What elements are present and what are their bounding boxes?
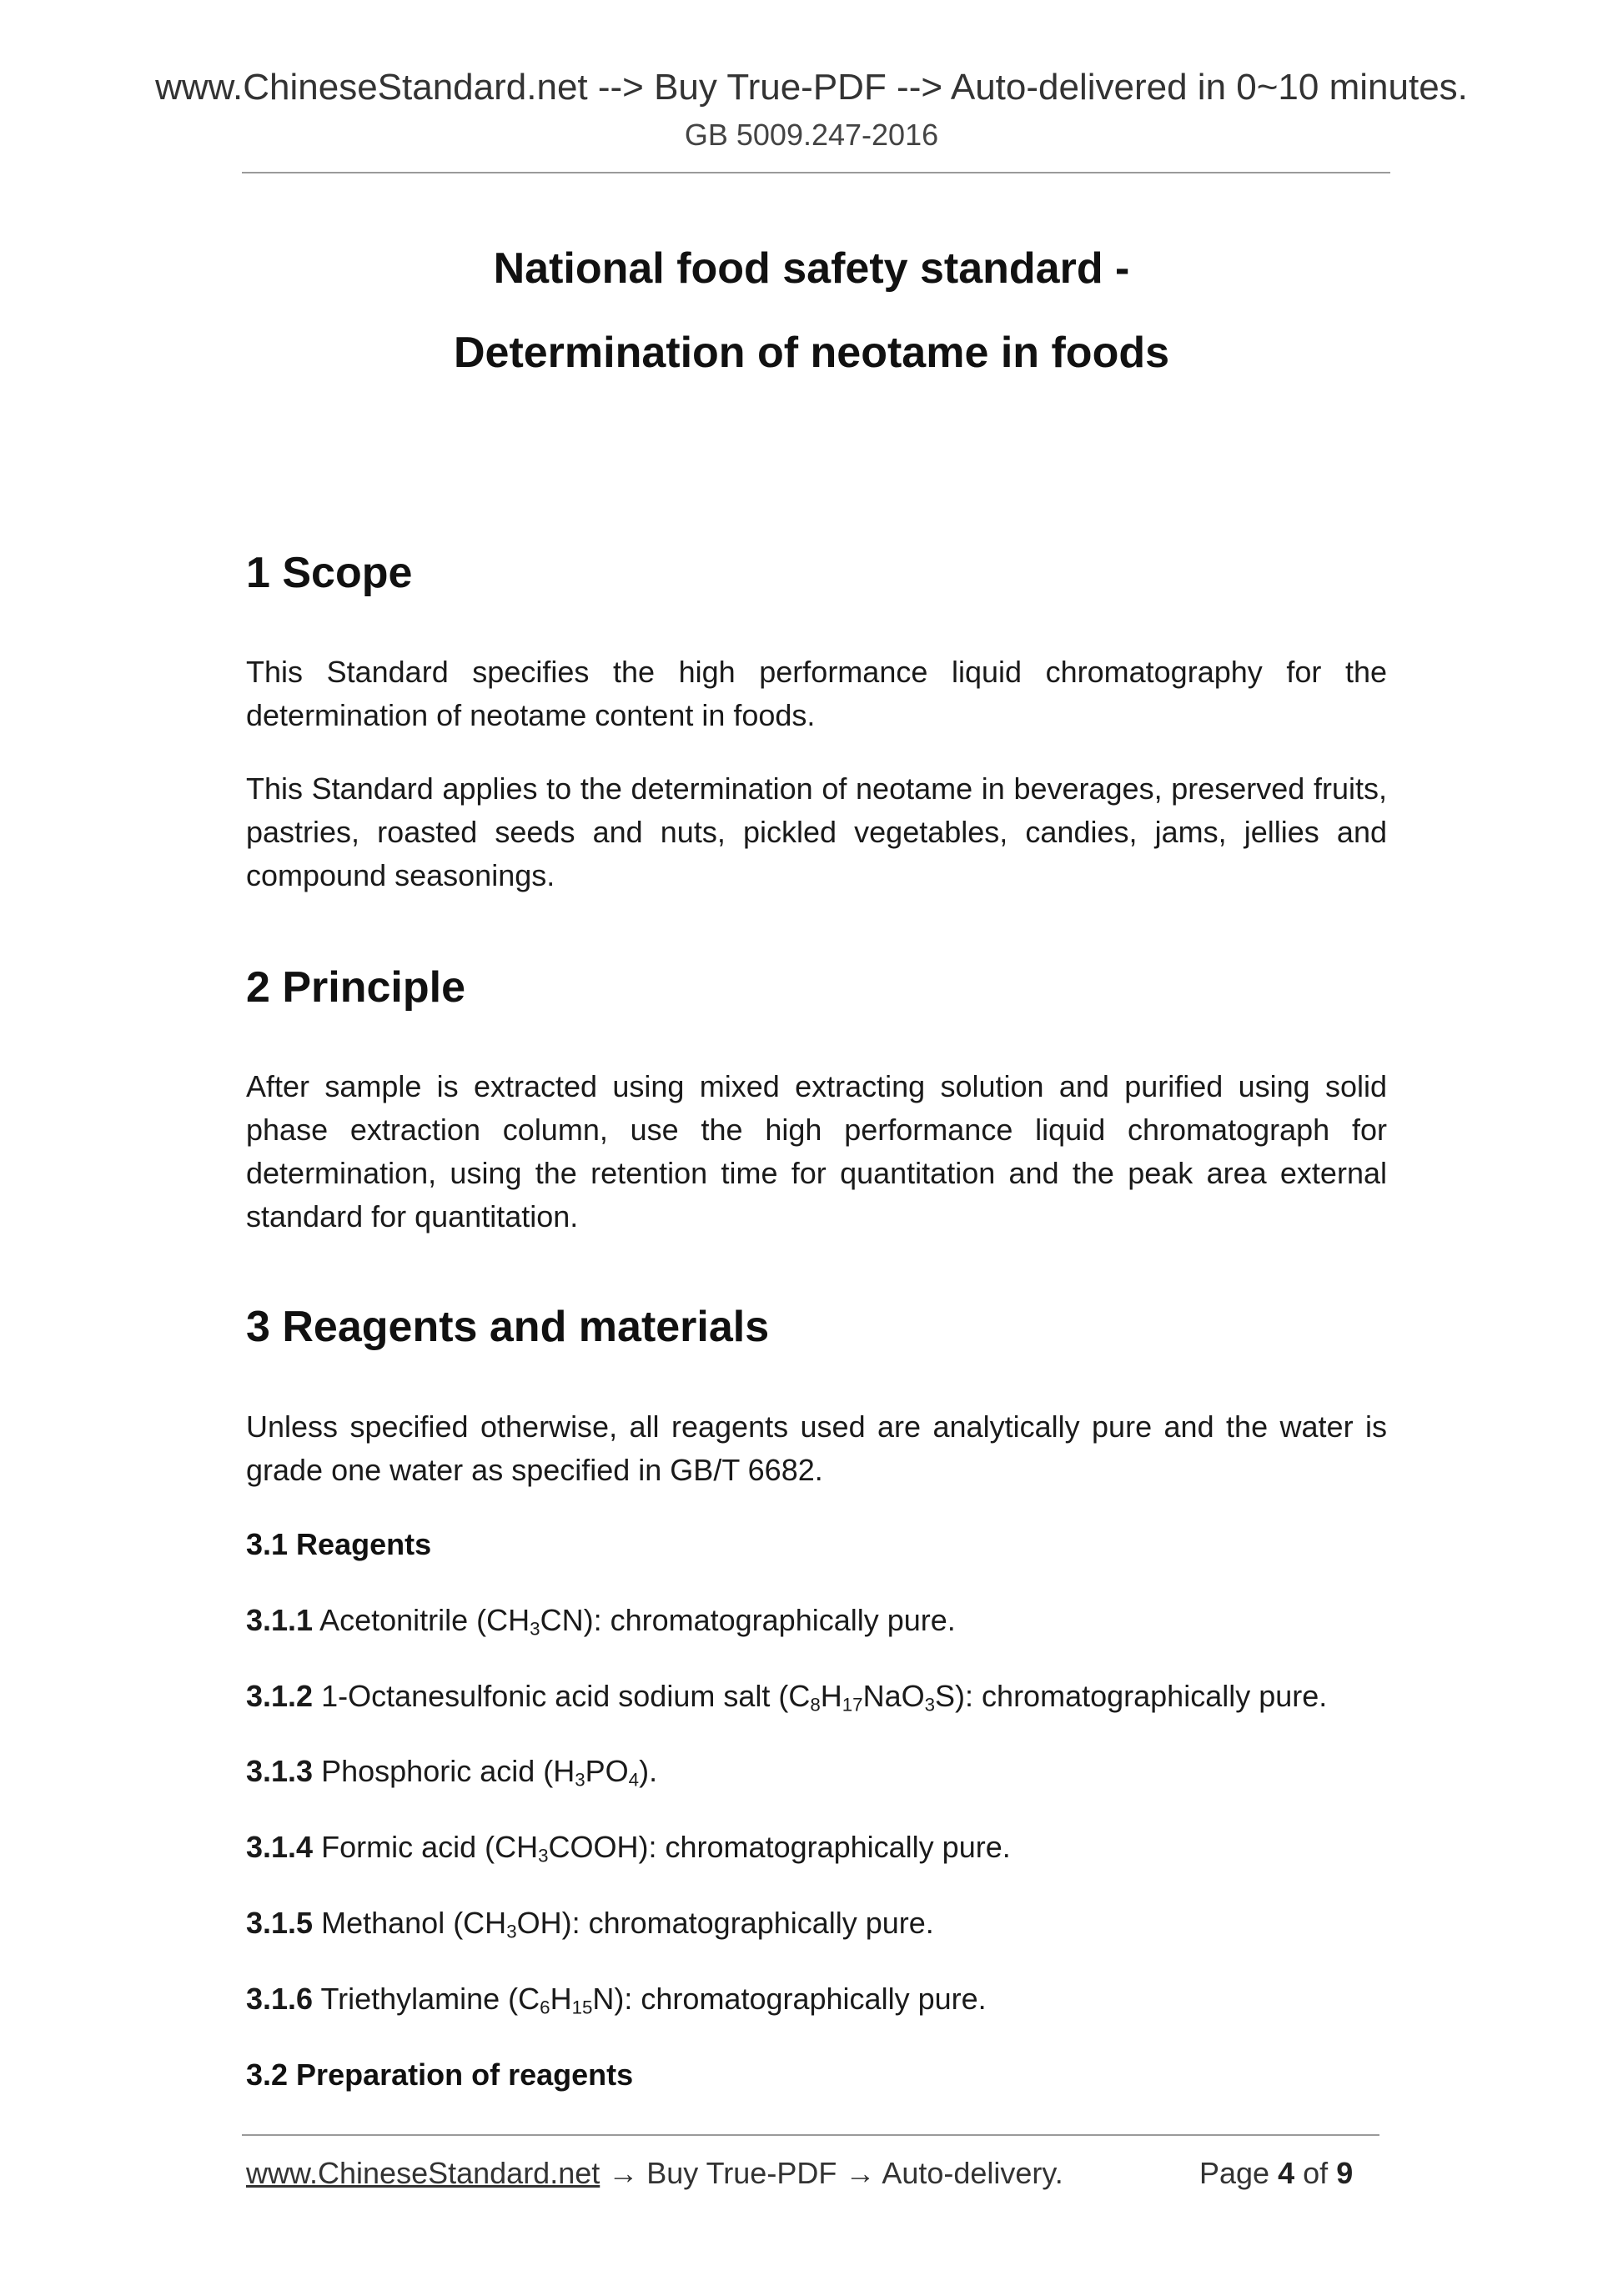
reagent-text: S): chromatographically pure. [935,1679,1328,1713]
document-title-line2: Determination of neotame in foods [453,329,1170,377]
subscript: 15 [571,1997,593,2018]
reagent-text: H [550,1982,572,2016]
subscript: 4 [628,1769,640,1791]
footer-promo [246,2152,1063,2195]
reagent-text: OH): chromatographically pure. [516,1906,934,1940]
reagent-item [246,1826,1011,1869]
subscript: 8 [810,1694,821,1716]
footer-promo-text: → Buy True-PDF → Auto-delivery. [600,2156,1063,2190]
reagent-text: Formic acid (CH [321,1830,539,1864]
principle-paragraph: After sample is extracted using mixed extracting solution and purified using solid phase extraction column, use the high performance liquid chromatograph for determination, using the retention time for quantitation and the peak area external standard for quantitation. [246,1069,1387,1233]
reagent-number: 3.1.3 [246,1754,314,1788]
reagent-item [246,1977,987,2021]
reagent-text: Methanol (CH [321,1906,507,1940]
document-title-line1: National food safety standard - [493,244,1130,293]
subscript: 3 [575,1769,585,1791]
reagent-text: PO [585,1754,629,1788]
section-heading-scope: 1 Scope [246,549,413,597]
reagent-item [246,1675,1327,1718]
section-heading-reagents: 3 Reagents and materials [246,1303,770,1351]
footer-divider [242,2134,1379,2136]
subscript: 3 [506,1921,517,1942]
reagent-text: ). [639,1754,658,1788]
subscript: 3 [530,1618,540,1640]
header-banner: www.ChineseStandard.net --> Buy True-PDF --> Auto-delivered in 0~10 minutes. [155,67,1468,108]
reagent-number: 3.1.6 [246,1982,314,2016]
subscript: 17 [842,1694,863,1716]
reagent-text: Triethylamine (C [320,1982,540,2016]
reagent-item [246,1902,934,1945]
page-total: 9 [1336,2156,1354,2190]
reagent-text: N): chromatographically pure. [592,1982,987,2016]
page-indicator [1199,2152,1353,2195]
reagent-number: 3.1.2 [246,1679,314,1713]
reagent-text: Phosphoric acid (H [321,1754,575,1788]
page-of-label: of [1303,2156,1329,2190]
page-number: 4 [1278,2156,1295,2190]
subsection-heading-reagents: 3.1 Reagents [246,1527,432,1561]
reagent-item [246,1750,657,1793]
subscript: 3 [538,1845,549,1866]
reagents-paragraph: Unless specified otherwise, all reagents used are analytically pure and the water is grade one water as specified in GB/T 6682. [246,1409,1387,1487]
reagent-text: CN): chromatographically pure. [540,1603,956,1637]
reagent-number: 3.1.4 [246,1830,314,1864]
reagent-text: Acetonitrile (CH [319,1603,530,1637]
reagent-number: 3.1.5 [246,1906,314,1940]
reagent-text: NaO [862,1679,925,1713]
page-label: Page [1199,2156,1270,2190]
reagent-text: COOH): chromatographically pure. [548,1830,1011,1864]
reagent-text: H [820,1679,842,1713]
reagent-text: 1-Octanesulfonic acid sodium salt (C [321,1679,811,1713]
scope-paragraph-1: This Standard specifies the high performance liquid chromatography for the determination of neotame content in foods. [246,655,1387,732]
reagent-number: 3.1.1 [246,1603,314,1637]
footer-website-link[interactable]: www.ChineseStandard.net [246,2156,600,2190]
subsection-heading-preparation: 3.2 Preparation of reagents [246,2057,634,2092]
reagent-item [246,1599,956,1642]
subscript: 3 [924,1694,936,1716]
scope-paragraph-2: This Standard applies to the determination of neotame in beverages, preserved fruits, pastries, roasted seeds and nuts, pickled vegetables, candies, jams, jellies and compound seasonings. [246,771,1387,892]
section-heading-principle: 2 Principle [246,963,465,1012]
standard-code: GB 5009.247-2016 [684,118,939,152]
subscript: 6 [540,1997,550,2018]
header-divider [242,172,1390,173]
